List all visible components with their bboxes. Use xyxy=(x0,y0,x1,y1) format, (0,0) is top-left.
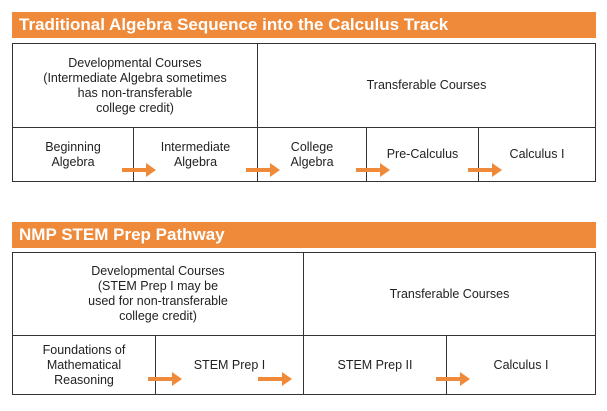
right-arrow-icon xyxy=(258,372,292,386)
section2-header-developmental: Developmental Courses (STEM Prep I may be used for non-transferable college credit) xyxy=(13,253,304,336)
right-arrow-icon xyxy=(122,163,156,177)
section1-table xyxy=(12,43,596,182)
section1-step-intermediate-algebra: Intermediate Algebra xyxy=(134,128,258,181)
right-arrow-icon xyxy=(468,163,502,177)
section1-header-transferable: Transferable Courses xyxy=(258,44,595,128)
right-arrow-icon xyxy=(356,163,390,177)
section2-step-foundations: Foundations of Mathematical Reasoning xyxy=(13,336,156,394)
section1-step-beginning-algebra: Beginning Algebra xyxy=(13,128,134,181)
right-arrow-icon xyxy=(148,372,182,386)
section2-title: NMP STEM Prep Pathway xyxy=(12,222,596,248)
section1-step-pre-calculus: Pre-Calculus xyxy=(367,128,479,181)
section2-header-transferable: Transferable Courses xyxy=(304,253,595,336)
section1-header-developmental: Developmental Courses (Intermediate Algebra sometimes has non-transferable college credit) xyxy=(13,44,258,128)
section1-step-college-algebra: College Algebra xyxy=(258,128,367,181)
section1-title: Traditional Algebra Sequence into the Calculus Track xyxy=(12,12,596,38)
section2-step-stem-prep-i: STEM Prep I xyxy=(156,336,304,394)
section1-step-calculus-i: Calculus I xyxy=(509,147,565,161)
right-arrow-icon xyxy=(246,163,280,177)
section2-step-stem-prep-ii: STEM Prep II xyxy=(304,336,447,394)
section2-table xyxy=(12,252,596,395)
right-arrow-icon xyxy=(436,372,470,386)
section2-step-calculus-i: Calculus I xyxy=(493,357,549,372)
